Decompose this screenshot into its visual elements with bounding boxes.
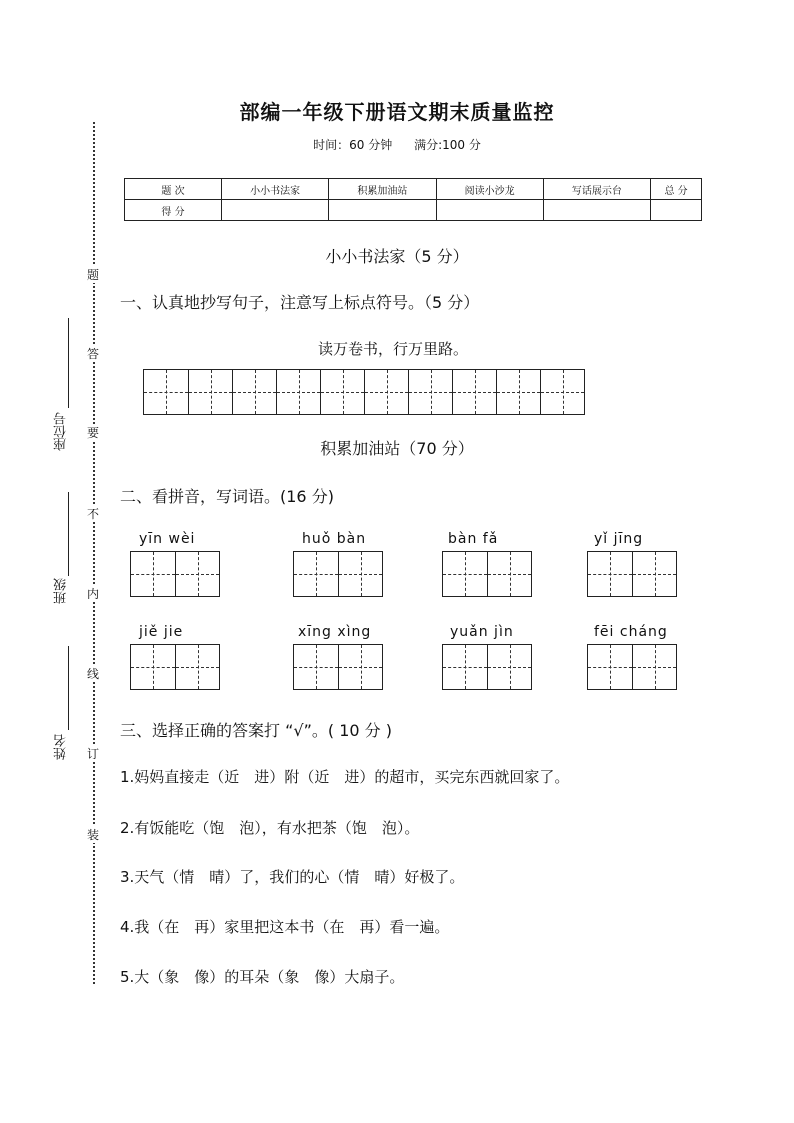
word-writing-grid[interactable]: [442, 551, 532, 597]
choice-item[interactable]: 1.妈妈直接走（近 进）附（近 进）的超市，买完东西就回家了。: [120, 768, 570, 786]
word-writing-grid[interactable]: [587, 644, 677, 690]
pinyin-label: yǐ jīng: [594, 531, 644, 547]
word-writing-grid[interactable]: [130, 644, 220, 690]
score-blank-cell[interactable]: [436, 200, 543, 221]
writing-cell[interactable]: [338, 552, 382, 596]
writing-cell[interactable]: [452, 370, 496, 414]
writing-cell[interactable]: [632, 645, 676, 689]
choice-item[interactable]: 3.天气（情 晴）了，我们的心（情 晴）好极了。: [120, 868, 465, 886]
writing-cell[interactable]: [364, 370, 408, 414]
name-label: 姓名: [54, 734, 69, 760]
exam-info: [0, 136, 794, 153]
score-blank-cell[interactable]: [651, 200, 702, 221]
writing-cell[interactable]: [443, 552, 487, 596]
score-table: [124, 178, 702, 221]
choice-item[interactable]: 2.有饭能吃（饱 泡），有水把茶（饱 泡）。: [120, 819, 420, 837]
score-header-cell: 阅读小沙龙: [436, 179, 543, 200]
exam-full-score: 满分:100 分: [414, 138, 481, 152]
binding-char: 内: [86, 587, 99, 601]
exam-time: 时间：60 分钟: [313, 138, 393, 152]
seat-number-blank[interactable]: [68, 318, 69, 408]
score-table-header-row: [125, 179, 702, 200]
writing-cell[interactable]: [632, 552, 676, 596]
section-heading-accumulation: 积累加油站（70 分）: [320, 439, 474, 458]
score-table-score-row: [125, 200, 702, 221]
word-writing-grid[interactable]: [442, 644, 532, 690]
name-blank[interactable]: [68, 646, 69, 730]
choice-item[interactable]: 5.大（象 像）的耳朵（象 像）大扇子。: [120, 968, 405, 986]
writing-cell[interactable]: [276, 370, 320, 414]
word-writing-grid[interactable]: [293, 551, 383, 597]
binding-char: 题: [86, 268, 99, 282]
pinyin-label: huǒ bàn: [302, 531, 367, 547]
choice-item[interactable]: 4.我（在 再）家里把这本书（在 再）看一遍。: [120, 918, 450, 936]
binding-char: 要: [86, 426, 99, 440]
writing-cell[interactable]: [294, 645, 338, 689]
class-blank[interactable]: [68, 492, 69, 576]
writing-cell[interactable]: [588, 552, 632, 596]
section-heading-calligraphy: 小小书法家（5 分）: [325, 247, 469, 266]
writing-cell[interactable]: [188, 370, 232, 414]
word-writing-grid[interactable]: [293, 644, 383, 690]
seat-number-label: 座位号: [54, 412, 69, 451]
score-header-cell: 总 分: [651, 179, 702, 200]
score-blank-cell[interactable]: [543, 200, 650, 221]
score-header-cell: 题 次: [125, 179, 222, 200]
binding-char: 线: [86, 667, 99, 681]
score-header-cell: 积累加油站: [329, 179, 436, 200]
pinyin-label: jiě jie: [139, 624, 184, 640]
score-blank-cell[interactable]: [329, 200, 436, 221]
writing-cell[interactable]: [588, 645, 632, 689]
score-blank-cell[interactable]: [222, 200, 329, 221]
writing-cell[interactable]: [131, 552, 175, 596]
writing-cell[interactable]: [487, 552, 531, 596]
pinyin-label: yuǎn jìn: [450, 624, 514, 640]
writing-cell[interactable]: [144, 370, 188, 414]
writing-cell[interactable]: [175, 552, 219, 596]
question-3-title: 三、选择正确的答案打 “√”。( 10 分 ): [120, 721, 392, 740]
class-label: 班级: [54, 578, 69, 604]
writing-cell[interactable]: [294, 552, 338, 596]
score-header-cell: 小小书法家: [222, 179, 329, 200]
pinyin-label: bàn fǎ: [448, 531, 499, 547]
binding-char: 答: [86, 347, 99, 361]
writing-cell[interactable]: [487, 645, 531, 689]
score-header-cell: 写话展示台: [543, 179, 650, 200]
binding-char: 不: [86, 507, 99, 521]
pinyin-label: xīng xìng: [298, 624, 372, 640]
writing-cell[interactable]: [338, 645, 382, 689]
binding-char: 订: [86, 747, 99, 761]
writing-cell[interactable]: [540, 370, 584, 414]
writing-cell[interactable]: [232, 370, 276, 414]
writing-cell[interactable]: [175, 645, 219, 689]
word-writing-grid[interactable]: [130, 551, 220, 597]
copy-writing-grid[interactable]: [143, 369, 585, 415]
writing-cell[interactable]: [443, 645, 487, 689]
binding-char: 装: [86, 828, 99, 842]
word-writing-grid[interactable]: [587, 551, 677, 597]
pinyin-label: yīn wèi: [139, 531, 196, 547]
pinyin-label: fēi cháng: [594, 624, 668, 640]
score-row-label: 得 分: [125, 200, 222, 221]
question-1-title: 一、认真地抄写句子，注意写上标点符号。（5 分）: [120, 293, 480, 312]
writing-cell[interactable]: [408, 370, 452, 414]
question-2-title: 二、看拼音，写词语。(16 分): [120, 487, 334, 506]
writing-cell[interactable]: [131, 645, 175, 689]
writing-cell[interactable]: [320, 370, 364, 414]
writing-cell[interactable]: [496, 370, 540, 414]
page-title: 部编一年级下册语文期末质量监控: [239, 100, 555, 124]
copy-sentence: 读万卷书，行万里路。: [318, 340, 469, 358]
